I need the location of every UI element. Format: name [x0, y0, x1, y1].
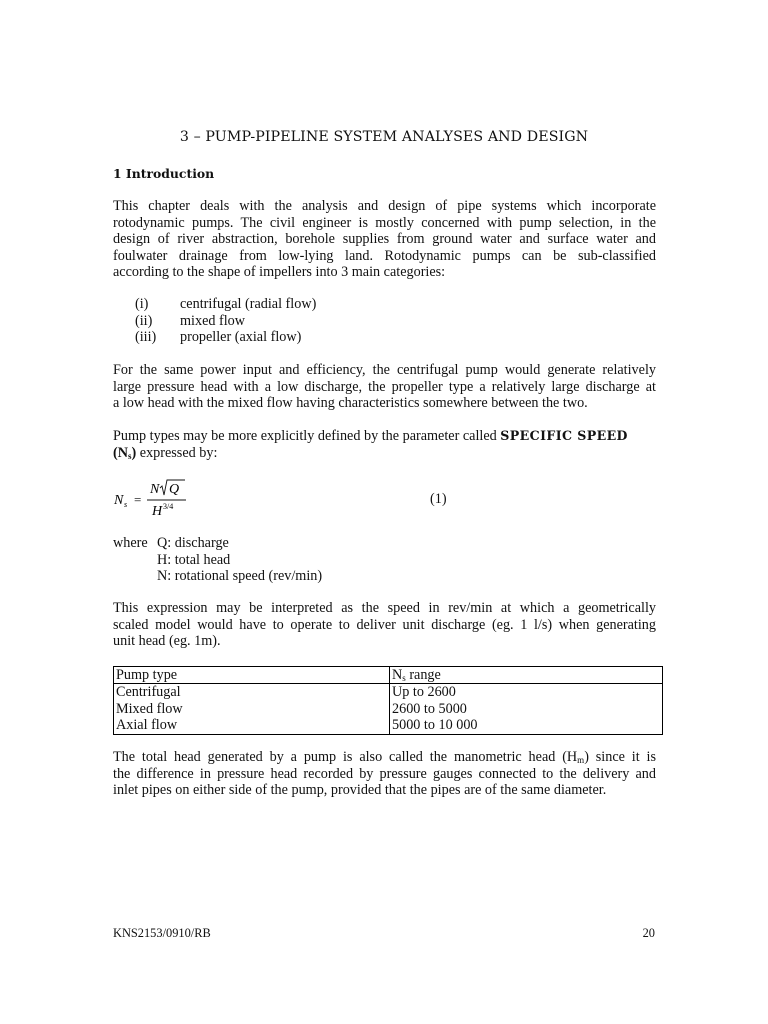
header-range-text: range: [405, 667, 441, 683]
manometric-sub: m: [577, 755, 585, 765]
specific-speed-line-2: [113, 445, 658, 462]
comparison-line: large pressure head with a low discharge, the propeller type a relatively large discharge at: [113, 378, 656, 395]
intro-line: This chapter deals with the analysis and design of pipe systems which incorporate: [113, 198, 656, 214]
table-cell: Centrifugal: [114, 684, 390, 701]
comparison-line: a low head with the mixed flow having characteristics somewhere between the two.: [113, 395, 588, 412]
specific-speed-line-1: [113, 428, 658, 445]
header-ns-symbol: N: [392, 667, 403, 683]
equation-number: (1): [430, 491, 447, 507]
intro-paragraph: [113, 198, 656, 281]
specific-speed-paragraph: [113, 428, 658, 461]
list-item-text: mixed flow: [180, 312, 246, 329]
interpretation-line: This expression may be interpreted as the speed in rev/min at which a geometrically: [113, 600, 656, 616]
header-ns-sub: s: [402, 673, 406, 683]
list-item-number: (iii): [135, 329, 157, 346]
manometric-text-end: ) since it is: [584, 749, 656, 765]
intro-line: design of river abstraction, borehole supplies from ground water and surface water and: [113, 231, 656, 248]
section-heading: 1 Introduction: [113, 166, 215, 181]
list-item-text: propeller (axial flow): [180, 329, 302, 346]
formula-numerator-n: N: [150, 482, 160, 497]
comparison-line: For the same power input and efficiency, the centrifugal pump would generate relatively: [113, 362, 656, 378]
where-list: [113, 535, 322, 585]
specific-speed-formula: [113, 478, 193, 520]
list-item-text: centrifugal (radial flow): [180, 296, 317, 312]
where-item: Q: discharge: [157, 535, 229, 551]
table-cell: 5000 to 10 000: [390, 717, 663, 734]
manometric-line: inlet pipes on either side of the pump, provided that the pipes are of the same diameter.: [113, 782, 607, 799]
manometric-line: the difference in pressure head recorded by pressure gauges connected to the delivery and: [113, 765, 656, 782]
list-item: [135, 296, 316, 313]
where-lead: where: [113, 535, 148, 551]
table-row: [114, 717, 663, 734]
manometric-line: [113, 749, 656, 766]
table-header-row: [114, 667, 663, 684]
table-cell: 2600 to 5000: [390, 701, 663, 717]
where-row: [113, 535, 322, 552]
formula-lhs-sub: s: [124, 500, 128, 509]
formula-denominator: H: [152, 504, 163, 519]
table-header-cell: Pump type: [114, 667, 390, 684]
formula-lhs: N: [114, 493, 124, 508]
table-cell: Up to 2600: [390, 684, 663, 701]
comparison-paragraph: [113, 362, 656, 412]
footer-document-code: KNS2153/0910/RB: [113, 926, 211, 940]
interpretation-paragraph: [113, 600, 656, 650]
table-cell: Mixed flow: [114, 701, 390, 717]
interpretation-line: scaled model would have to operate to deliver unit discharge (eg. 1 l/s) when generating: [113, 616, 656, 633]
table-header-cell: [390, 667, 663, 684]
where-item: H: total head: [157, 551, 231, 568]
interpretation-line: unit head (eg. 1m).: [113, 633, 221, 650]
specific-speed-term: SPECIFIC SPEED: [500, 428, 628, 443]
ns-symbol-close: ): [131, 444, 137, 461]
ns-symbol-open: (N: [113, 444, 128, 461]
formula-exponent: 3/4: [163, 502, 174, 511]
table-row: [114, 701, 663, 717]
table-row: [114, 684, 663, 701]
table-cell: Axial flow: [114, 717, 390, 734]
category-list: [135, 296, 316, 346]
manometric-paragraph: [113, 749, 656, 799]
specific-speed-text-end: expressed by:: [136, 444, 218, 461]
intro-line: rotodynamic pumps. The civil engineer is mostly concerned with pump selection, in the: [113, 214, 656, 231]
footer-page-number: 20: [642, 926, 655, 940]
list-item: [135, 329, 316, 346]
manometric-text: The total head generated by a pump is also called the manometric head (H: [113, 749, 578, 765]
chapter-title: 3 – PUMP-PIPELINE SYSTEM ANALYSES AND DESIGN: [179, 129, 589, 145]
intro-line: foulwater drainage from low-lying land. Rotodynamic pumps can be sub-classified: [113, 247, 656, 264]
ns-range-table: [113, 666, 663, 735]
where-item: N: rotational speed (rev/min): [157, 568, 323, 585]
formula-equals: =: [134, 492, 142, 507]
where-row: [113, 552, 322, 569]
ns-symbol-sub: s: [127, 450, 132, 461]
list-item: [135, 313, 316, 330]
specific-speed-text: Pump types may be more explicitly defined by the parameter called: [113, 428, 501, 444]
intro-line: according to the shape of impellers into 3 main categories:: [113, 264, 446, 281]
formula-numerator-q: Q: [169, 482, 180, 497]
list-item-number: (i): [135, 296, 149, 312]
list-item-number: (ii): [135, 312, 153, 329]
where-row: [113, 568, 322, 585]
